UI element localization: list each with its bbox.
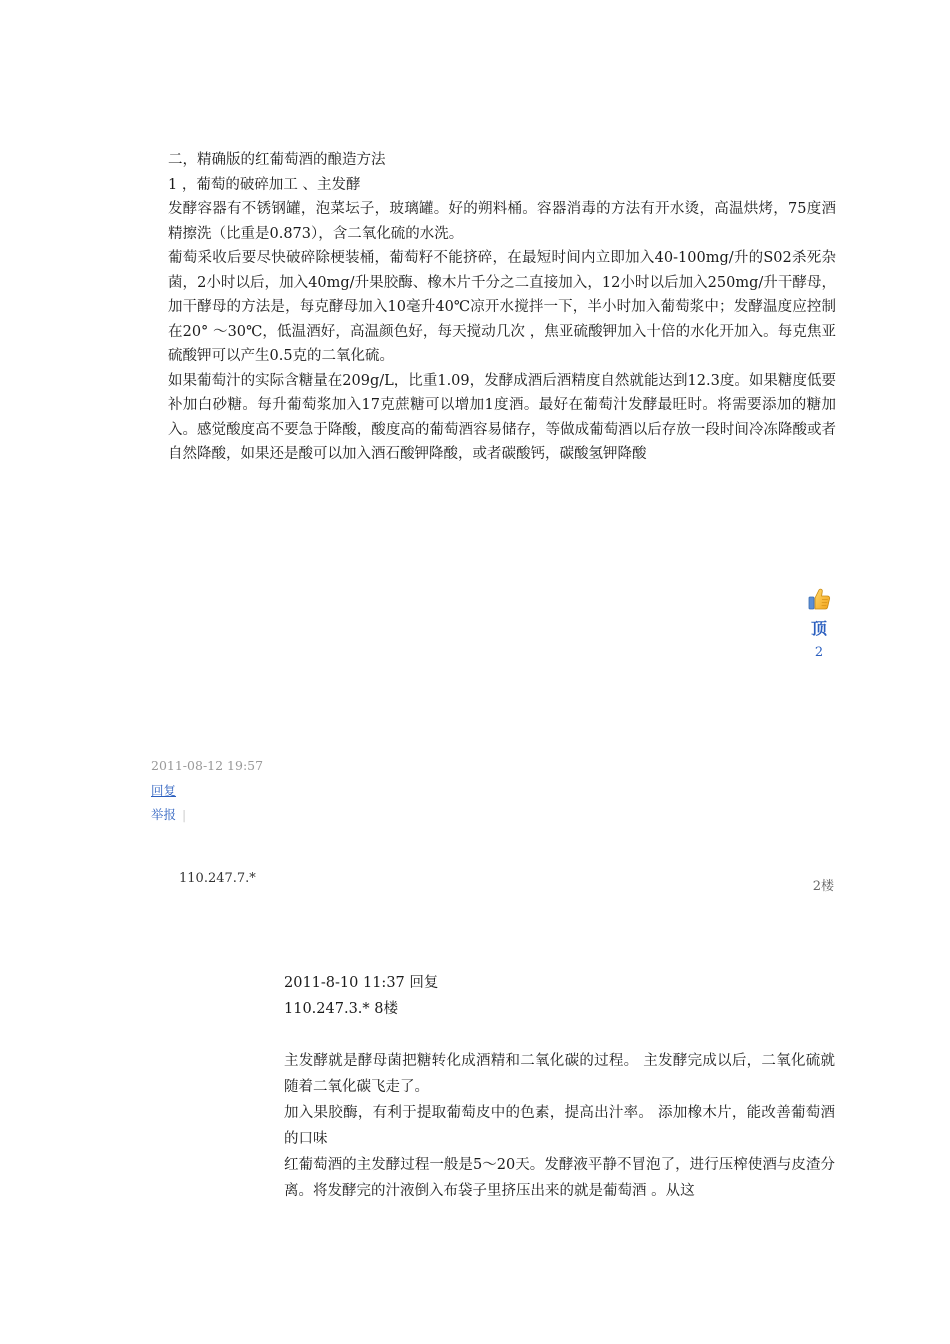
upvote-button[interactable]: 顶 bbox=[810, 619, 827, 638]
thumbs-up-icon[interactable] bbox=[802, 586, 836, 612]
post-heading: 二，精确版的红葡萄酒的酿造方法 bbox=[168, 152, 386, 168]
post-subheading: 1 ，葡萄的破碎加工 、主发酵 bbox=[168, 176, 361, 193]
meta-separator: | bbox=[182, 807, 187, 822]
post-paragraph: 葡萄采收后要尽快破碎除梗装桶，葡萄籽不能挤碎，在最短时间内立即加入40-100mg/升的S02杀死杂菌，2小时以后，加入40mg/升果胶酶、橡木片千分之二直接加入，12小时以后加入250mg/升干酵母，加干酵母的方法是，每克酵母加入10毫升40℃凉开水搅拌一下，半小时加入葡萄浆中；发酵温度应控制在20° ～30℃，低温酒好，高温颜色好，每天搅动几次 ，焦亚硫酸钾加入十倍的水化开加入。每克焦亚硫酸钾可以产生0.5克的二氧化硫。 bbox=[168, 250, 836, 364]
report-link[interactable]: 举报 bbox=[151, 807, 177, 822]
post-timestamp: 2011-08-12 19:57 bbox=[151, 758, 264, 773]
quoted-reply bbox=[284, 970, 835, 1204]
post-paragraph: 发酵容器有不锈钢罐，泡菜坛子，玻璃罐。好的朔料桶。容器消毒的方法有开水烫，高温烘烤，75度酒精擦洗（比重是0.873），含二氧化硫的水洗。 bbox=[168, 201, 836, 242]
reply-author-ip: 110.247.7.* bbox=[179, 871, 256, 886]
quote-paragraph: 主发酵就是酵母菌把糖转化成酒精和二氧化碳的过程。 主发酵完成以后，二氧化硫就随着二氧化碳飞走了。 bbox=[284, 1053, 835, 1095]
quote-spacer bbox=[284, 1022, 835, 1048]
quote-paragraph: 加入果胶酶，有利于提取葡萄皮中的色素，提高出汁率。 添加橡木片，能改善葡萄酒的口味 bbox=[284, 1105, 835, 1147]
post-paragraph: 如果葡萄汁的实际含糖量在209g/L，比重1.09，发酵成酒后酒精度自然就能达到12.3度。如果糖度低要补加白砂糖。每升葡萄浆加入17克蔗糖可以增加1度酒。最好在葡萄汁发酵最旺时。将需要添加的糖加入。感觉酸度高不要急于降酸，酸度高的葡萄酒容易储存，等做成葡萄酒以后存放一段时间冷冻降酸或者自然降酸，如果还是酸可以加入酒石酸钾降酸，或者碳酸钙，碳酸氢钾降酸 bbox=[168, 372, 836, 462]
quote-header: 110.247.3.* 8楼 bbox=[284, 1001, 398, 1017]
upvote-count: 2 bbox=[814, 645, 824, 660]
quote-header: 2011-8-10 11:37 回复 bbox=[284, 975, 439, 991]
post-meta bbox=[151, 754, 263, 828]
vote-box bbox=[802, 586, 836, 660]
reply-link[interactable]: 回复 bbox=[151, 782, 177, 798]
report-row bbox=[151, 803, 263, 828]
quote-paragraph: 红葡萄酒的主发酵过程一般是5～20天。发酵液平静不冒泡了，进行压榨使酒与皮渣分离。将发酵完的汁液倒入布袋子里挤压出来的就是葡萄酒 。从这 bbox=[284, 1157, 835, 1199]
post-body bbox=[168, 148, 836, 467]
floor-number: 2楼 bbox=[812, 879, 834, 894]
